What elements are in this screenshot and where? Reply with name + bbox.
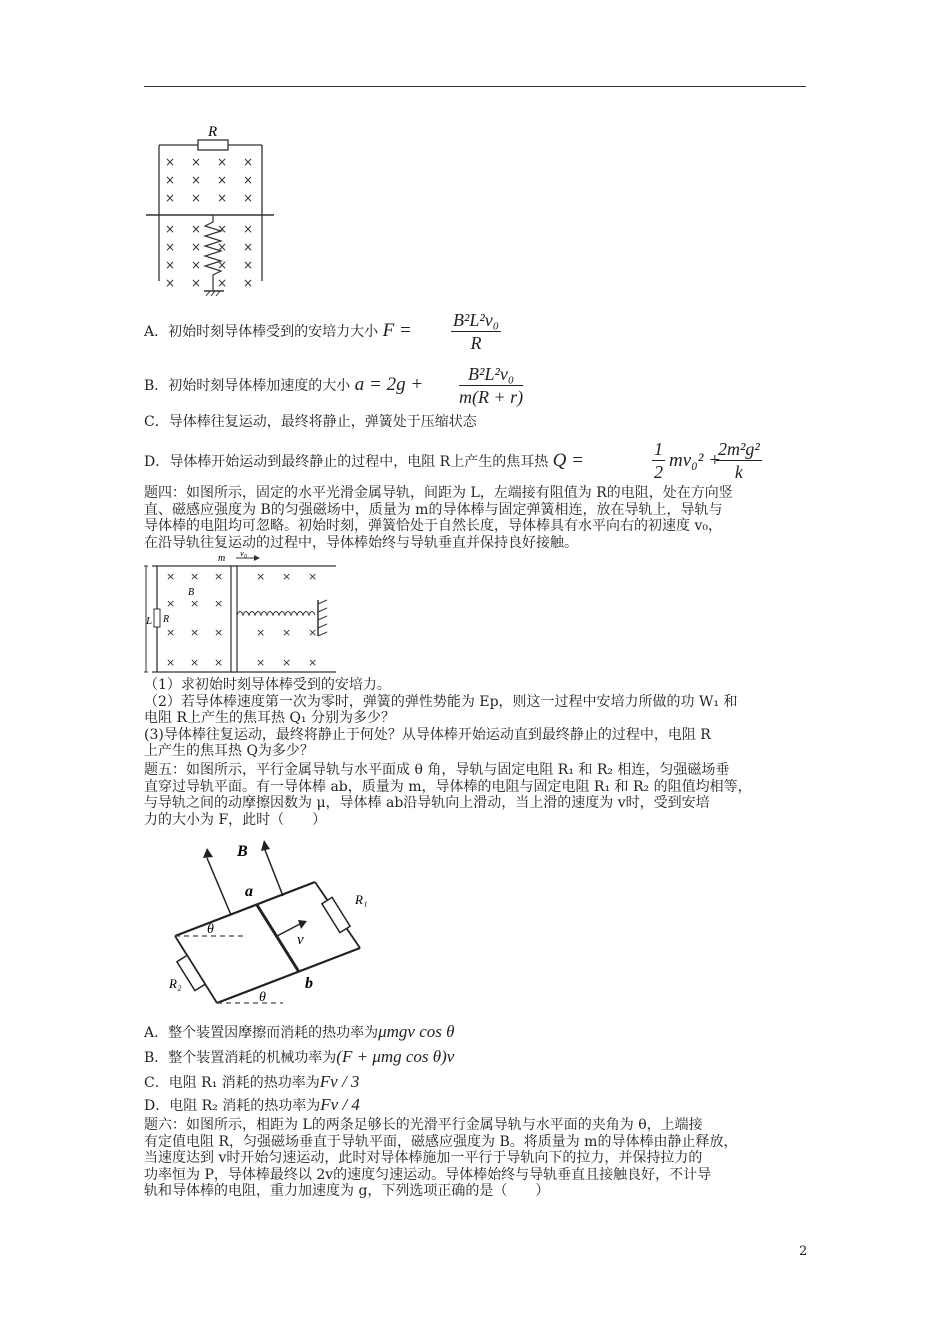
q5-option-a [144, 1023, 454, 1042]
svg-text:×: × [217, 155, 228, 169]
q4-line: 直、磁感应强度为 B的匀强磁场中，质量为 m的导体棒与固定弹簧相连，放在导轨上，导轨与 [144, 501, 723, 518]
option-b-formula: a = 2g + [354, 374, 424, 395]
svg-text:×: × [243, 173, 254, 187]
svg-text:×: × [190, 570, 200, 583]
svg-text:×: × [166, 570, 176, 583]
svg-text:×: × [243, 276, 254, 290]
option-d-fraction1 [652, 438, 665, 483]
q4-line: 导体棒的电阻均可忽略。初始时刻，弹簧恰处于自然长度，导体棒具有水平向右的初速度 v₀， [144, 518, 722, 535]
svg-text:×: × [217, 240, 228, 254]
svg-text:×: × [166, 656, 176, 669]
option-d-den1: 2 [654, 462, 663, 482]
svg-text:×: × [190, 656, 200, 669]
figure-spring-circuit [144, 118, 284, 303]
option-b-num: B²L²v₀ [459, 363, 523, 386]
svg-text:×: × [217, 173, 228, 187]
q5-option-d-text: D．电阻 R₂ 消耗的热功率为 [144, 1098, 321, 1114]
svg-text:×: × [191, 222, 202, 236]
svg-text:×: × [243, 258, 254, 272]
fig4-label-L: L [146, 615, 153, 627]
q6-line: 有定值电阻 R，匀强磁场垂直于导轨平面，磁感应强度为 B。将质量为 m的导体棒由静止释放， [144, 1133, 738, 1150]
q5-option-c [144, 1073, 359, 1092]
option-a-fraction [451, 309, 501, 354]
svg-text:×: × [191, 258, 202, 272]
fig5-label-v: v [297, 932, 304, 948]
q5-option-b [144, 1048, 454, 1067]
svg-text:×: × [256, 626, 266, 639]
svg-text:×: × [166, 626, 176, 639]
option-b [144, 376, 423, 395]
svg-text:×: × [243, 240, 254, 254]
svg-text:×: × [190, 626, 200, 639]
svg-text:×: × [217, 258, 228, 272]
svg-text:×: × [214, 656, 224, 669]
option-d-mid: mv₀² + [669, 450, 722, 471]
fig5-label-a: a [245, 883, 253, 900]
fig4-label-R: R [163, 614, 170, 625]
svg-text:×: × [256, 656, 266, 669]
option-c: C．导体棒往复运动，最终将静止，弹簧处于压缩状态 [144, 414, 477, 430]
q5-option-a-text: A．整个装置因摩擦而消耗的热功率为 [144, 1025, 379, 1041]
q5-text [144, 762, 812, 828]
q5-line: 与导轨之间的动摩擦因数为 μ，导体棒 ab沿导轨向上滑动，当上滑的速度为 v时，受到安培 [144, 795, 710, 812]
svg-text:×: × [282, 626, 292, 639]
page-number: 2 [799, 1244, 808, 1259]
q5-option-c-formula: Fv / 3 [319, 1072, 360, 1091]
fig1-label-R: R [208, 124, 218, 140]
q4-line: 在沿导轨往复运动的过程中，导体棒始终与导轨垂直并保持良好接触。 [144, 534, 578, 551]
fig5-label-theta: θ [259, 990, 266, 1005]
q5-line: 直穿过导轨平面。有一导体棒 ab，质量为 m，导体棒的电阻与固定电阻 R₁ 和 R₂ 的阻值均相等， [144, 778, 752, 795]
q4-sub: 上产生的焦耳热 Q为多少？ [144, 743, 314, 760]
svg-text:×: × [214, 570, 224, 583]
svg-text:×: × [165, 258, 176, 272]
option-d-fraction2 [716, 438, 762, 483]
q4-sub: 电阻 R上产生的焦耳热 Q₁ 分别为多少？ [144, 710, 395, 727]
svg-text:×: × [217, 276, 228, 290]
q5-option-d-formula: Fv / 4 [320, 1095, 360, 1114]
svg-text:×: × [166, 597, 176, 610]
q5-line: 题五：如图所示，平行金属导轨与水平面成 θ 角，导轨与固定电阻 R₁ 和 R₂ 相连，匀强磁场垂 [144, 762, 730, 778]
svg-text:×: × [191, 276, 202, 290]
q4-sub: (3)导体棒往复运动，最终将静止于何处？从导体棒开始运动直到最终静止的过程中，电阻 R [144, 726, 711, 743]
option-a-formula: F = [382, 320, 412, 341]
svg-text:×: × [165, 222, 176, 236]
option-a-text: A．初始时刻导体棒受到的安培力大小 [144, 324, 379, 340]
svg-text:×: × [191, 173, 202, 187]
option-b-text: B．初始时刻导体棒加速度的大小 [144, 378, 351, 394]
svg-text:×: × [282, 570, 292, 583]
fig5-label-R1: R₁ [355, 892, 368, 907]
q6-text [144, 1117, 812, 1200]
svg-text:×: × [308, 656, 318, 669]
q5-line: 力的大小为 F，此时（ ） [144, 811, 327, 828]
svg-text:×: × [308, 626, 318, 639]
svg-text:×: × [191, 155, 202, 169]
q6-line: 功率恒为 P，导体棒最终以 2v的速度匀速运动。导体棒始终与导轨垂直且接触良好，不计导 [144, 1166, 712, 1183]
option-b-den: m(R + r) [459, 387, 524, 407]
option-b-fraction [459, 363, 523, 408]
svg-text:×: × [165, 173, 176, 187]
q5-option-a-formula: μmgv cos θ [378, 1022, 455, 1041]
svg-text:×: × [256, 570, 266, 583]
fig4-label-v0: v₀ [240, 552, 248, 558]
svg-text:×: × [214, 597, 224, 610]
q6-line: 轨和导体棒的电阻，重力加速度为 g，下列选项正确的是（ ） [144, 1183, 550, 1200]
option-a-den: R [470, 333, 482, 353]
svg-text:×: × [243, 222, 254, 236]
svg-text:×: × [190, 597, 200, 610]
svg-text:×: × [191, 240, 202, 254]
svg-text:×: × [308, 570, 318, 583]
svg-text:×: × [165, 240, 176, 254]
svg-text:×: × [217, 191, 228, 205]
option-a-num: B²L²v₀ [453, 310, 500, 330]
svg-text:×: × [165, 276, 176, 290]
q6-line: 当速度达到 v时开始匀速运动，此时对导体棒施加一平行于导轨向下的拉力，并保持拉力的 [144, 1150, 703, 1167]
option-d-num1: 1 [654, 439, 663, 459]
option-a [144, 322, 412, 341]
option-d-formula: Q = [552, 450, 584, 471]
svg-text:×: × [191, 191, 202, 205]
fig5-label-theta: θ [207, 922, 214, 937]
q5-option-b-text: B．整个装置消耗的机械功率为 [144, 1050, 337, 1066]
option-d-text: D．导体棒开始运动到最终静止的过程中，电阻 R上产生的焦耳热 [144, 454, 549, 470]
q4-text [144, 485, 812, 551]
q5-option-d [144, 1096, 360, 1115]
q5-option-c-text: C．电阻 R₁ 消耗的热功率为 [144, 1075, 320, 1091]
fig4-label-m: m [218, 553, 226, 564]
figure-inclined-rails [165, 838, 380, 1013]
q5-option-b-formula: (F + μmg cos θ)v [336, 1047, 455, 1066]
fig5-label-B: B [237, 843, 248, 860]
q4-subquestions [144, 677, 812, 760]
fig5-label-b: b [305, 975, 313, 992]
svg-text:×: × [282, 656, 292, 669]
svg-text:×: × [165, 155, 176, 169]
option-d [144, 452, 584, 471]
q4-sub: （2）若导体棒速度第一次为零时，弹簧的弹性势能为 Ep，则这一过程中安培力所做的功 W₁ 和 [144, 693, 738, 710]
svg-text:×: × [243, 155, 254, 169]
header-rule [144, 86, 806, 87]
svg-text:×: × [243, 191, 254, 205]
svg-text:×: × [217, 222, 228, 236]
q6-line: 题六：如图所示，相距为 L的两条足够长的光滑平行金属导轨与水平面的夹角为 θ，上端接 [144, 1117, 703, 1133]
fig5-label-R2: R₂ [169, 976, 182, 991]
fig4-label-B: B [188, 587, 195, 598]
svg-text:×: × [165, 191, 176, 205]
figure-horizontal-rails [144, 552, 339, 680]
option-d-den2: k [734, 462, 743, 482]
option-d-num2: 2m²g² [718, 439, 760, 459]
svg-text:×: × [214, 626, 224, 639]
q4-line: 题四：如图所示，固定的水平光滑金属导轨，间距为 L，左端接有阻值为 R的电阻，处在方向竖 [144, 485, 733, 501]
q4-sub: （1）求初始时刻导体棒受到的安培力。 [144, 677, 391, 693]
